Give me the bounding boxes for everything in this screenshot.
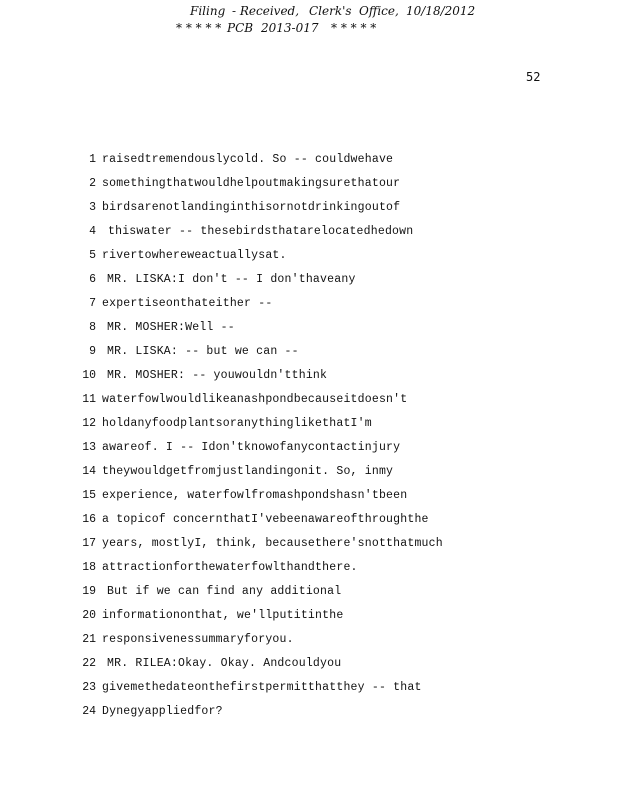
header-case-number: 2013-017 [261,21,319,35]
transcript-line [0,465,618,489]
line-text: experience, waterfowlfromashpondshasn'tbeen [102,489,408,502]
line-number: 20 [82,609,96,622]
line-text: attractionforthewaterfowlthandthere. [102,561,358,574]
line-number: 14 [82,465,96,478]
transcript-line [0,273,618,297]
header-received: - Received, [232,4,300,18]
line-text: MR. MOSHER:Well -- [107,321,235,334]
transcript-line [0,297,618,321]
transcript-line [0,561,618,585]
line-text: expertiseonthateither -- [102,297,273,310]
line-number: 5 [89,249,96,262]
line-number: 18 [82,561,96,574]
line-text: Dynegyappliedfor? [102,705,223,718]
transcript-line [0,585,618,609]
line-text: a topicof concernthatI'vebeenawareofthroughthe [102,513,429,526]
line-number: 3 [89,201,96,214]
transcript-line [0,657,618,681]
transcript-line [0,153,618,177]
line-text: But if we can find any additional [107,585,342,598]
transcript-line [0,249,618,273]
line-number: 17 [82,537,96,550]
header-filing: Filing [190,4,226,18]
line-text: theywouldgetfromjustlandingonit. So, inmy [102,465,394,478]
line-number: 8 [89,321,96,334]
line-text: thiswater -- thesebirdsthatarelocatedhedown [108,225,414,238]
line-text: holdanyfoodplantsoranythinglikethatI'm [102,417,372,430]
header-stars-right: * * * * * [331,21,377,35]
line-number: 11 [82,393,96,406]
line-number: 13 [82,441,96,454]
transcript-line [0,369,618,393]
line-number: 21 [82,633,96,646]
transcript-line [0,705,618,729]
line-number: 24 [82,705,96,718]
line-number: 23 [82,681,96,694]
line-text: somethingthatwouldhelpoutmakingsurethatour [102,177,401,190]
line-text: responsivenessummaryforyou. [102,633,294,646]
transcript-line [0,537,618,561]
line-text: MR. LISKA: -- but we can -- [107,345,299,358]
line-text: MR. LISKA:I don't -- I don'thaveany [107,273,356,286]
line-number: 2 [89,177,96,190]
line-number: 22 [82,657,96,670]
line-text: MR. MOSHER: -- youwouldn'tthink [107,369,328,382]
transcript-line [0,681,618,705]
line-text: informationonthat, we'llputitinthe [102,609,344,622]
transcript-line [0,201,618,225]
line-number: 1 [89,153,96,166]
line-number: 10 [82,369,96,382]
line-text: awareof. I -- Idon'tknowofanycontactinjury [102,441,401,454]
transcript-line [0,393,618,417]
transcript-line [0,225,618,249]
header-date: 10/18/2012 [406,4,476,18]
transcript-line [0,177,618,201]
transcript-line [0,321,618,345]
line-text: raisedtremendouslycold. So -- couldwehave [102,153,394,166]
line-number: 4 [89,225,96,238]
header-case: PCB [227,21,254,35]
line-text: rivertowhereweactuallysat. [102,249,287,262]
line-number: 7 [89,297,96,310]
line-number: 12 [82,417,96,430]
line-number: 16 [82,513,96,526]
line-text: givemethedateonthefirstpermitthatthey -- that [102,681,422,694]
transcript-line [0,513,618,537]
transcript-line [0,633,618,657]
transcript-line [0,609,618,633]
line-number: 9 [89,345,96,358]
header-office: Office, [359,4,399,18]
line-text: birdsarenotlandinginthisornotdrinkingoutof [102,201,401,214]
line-text: MR. RILEA:Okay. Okay. Andcouldyou [107,657,342,670]
transcript-line [0,489,618,513]
line-number: 15 [82,489,96,502]
transcript-line [0,441,618,465]
header-clerks: Clerk's [309,4,352,18]
header-stars-left: * * * * * [176,21,222,35]
line-text: years, mostlyI, think, becausethere'snotthatmuch [102,537,443,550]
transcript-line [0,417,618,441]
line-number: 6 [89,273,96,286]
transcript-body [0,153,618,729]
page-number: 52 [526,70,541,84]
line-text: waterfowlwouldlikeanashpondbecauseitdoesn't [102,393,408,406]
transcript-line [0,345,618,369]
line-number: 19 [82,585,96,598]
